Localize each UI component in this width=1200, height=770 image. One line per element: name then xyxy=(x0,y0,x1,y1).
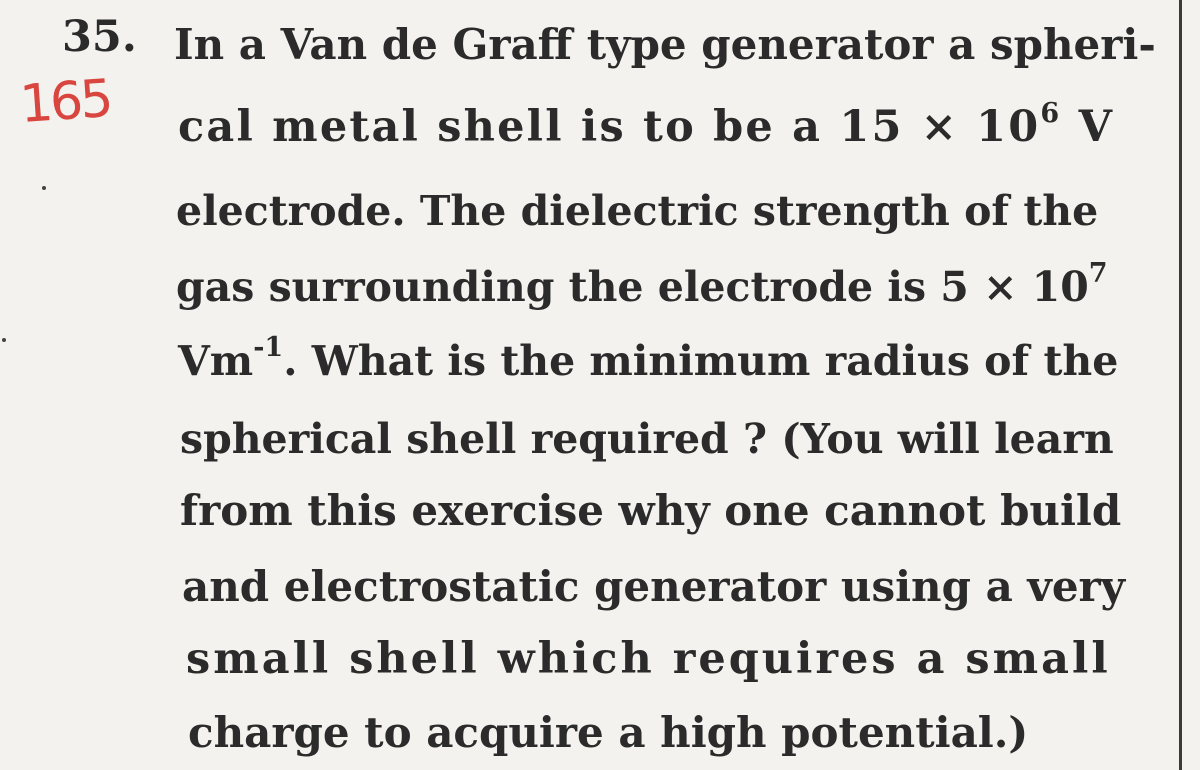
line-text: and electrostatic generator using a very xyxy=(182,562,1126,611)
line-text: from this exercise why one cannot build xyxy=(180,486,1122,535)
question-line-3 xyxy=(176,180,1098,242)
line-text: V xyxy=(1061,102,1115,152)
question-line-10 xyxy=(188,702,1028,764)
question-line-4 xyxy=(176,256,1108,318)
line-text: gas surrounding the electrode is 5 × 10 xyxy=(176,263,1089,311)
question-line-9 xyxy=(186,628,1111,690)
line-text: . What is the minimum radius of the xyxy=(283,337,1119,385)
question-line-5 xyxy=(178,330,1118,392)
speck xyxy=(2,338,6,342)
line-text: electrode. The dielectric strength of the xyxy=(176,187,1099,235)
line-text: small shell which requires a small xyxy=(186,634,1111,684)
line-text: cal metal shell is to be a 15 × 10 xyxy=(178,102,1041,152)
question-line-7 xyxy=(180,480,1121,542)
speck xyxy=(42,186,46,190)
right-margin-rule xyxy=(1179,0,1182,770)
question-line-8 xyxy=(182,556,1125,618)
exponent: -1 xyxy=(253,332,284,363)
question-number: 35. xyxy=(62,12,137,62)
line-text: spherical shell required ? (You will learn xyxy=(180,415,1114,463)
exponent: 7 xyxy=(1088,258,1108,289)
line-text: charge to acquire a high potential.) xyxy=(188,708,1029,757)
question-line-1 xyxy=(174,14,1156,76)
handwritten-page-note: 165 xyxy=(18,68,113,136)
question-line-2 xyxy=(178,96,1114,158)
line-text: Vm xyxy=(178,337,254,385)
question-line-6 xyxy=(180,408,1114,470)
exponent: 6 xyxy=(1040,98,1062,129)
line-text: In a Van de Graff type generator a spheri- xyxy=(174,20,1156,69)
